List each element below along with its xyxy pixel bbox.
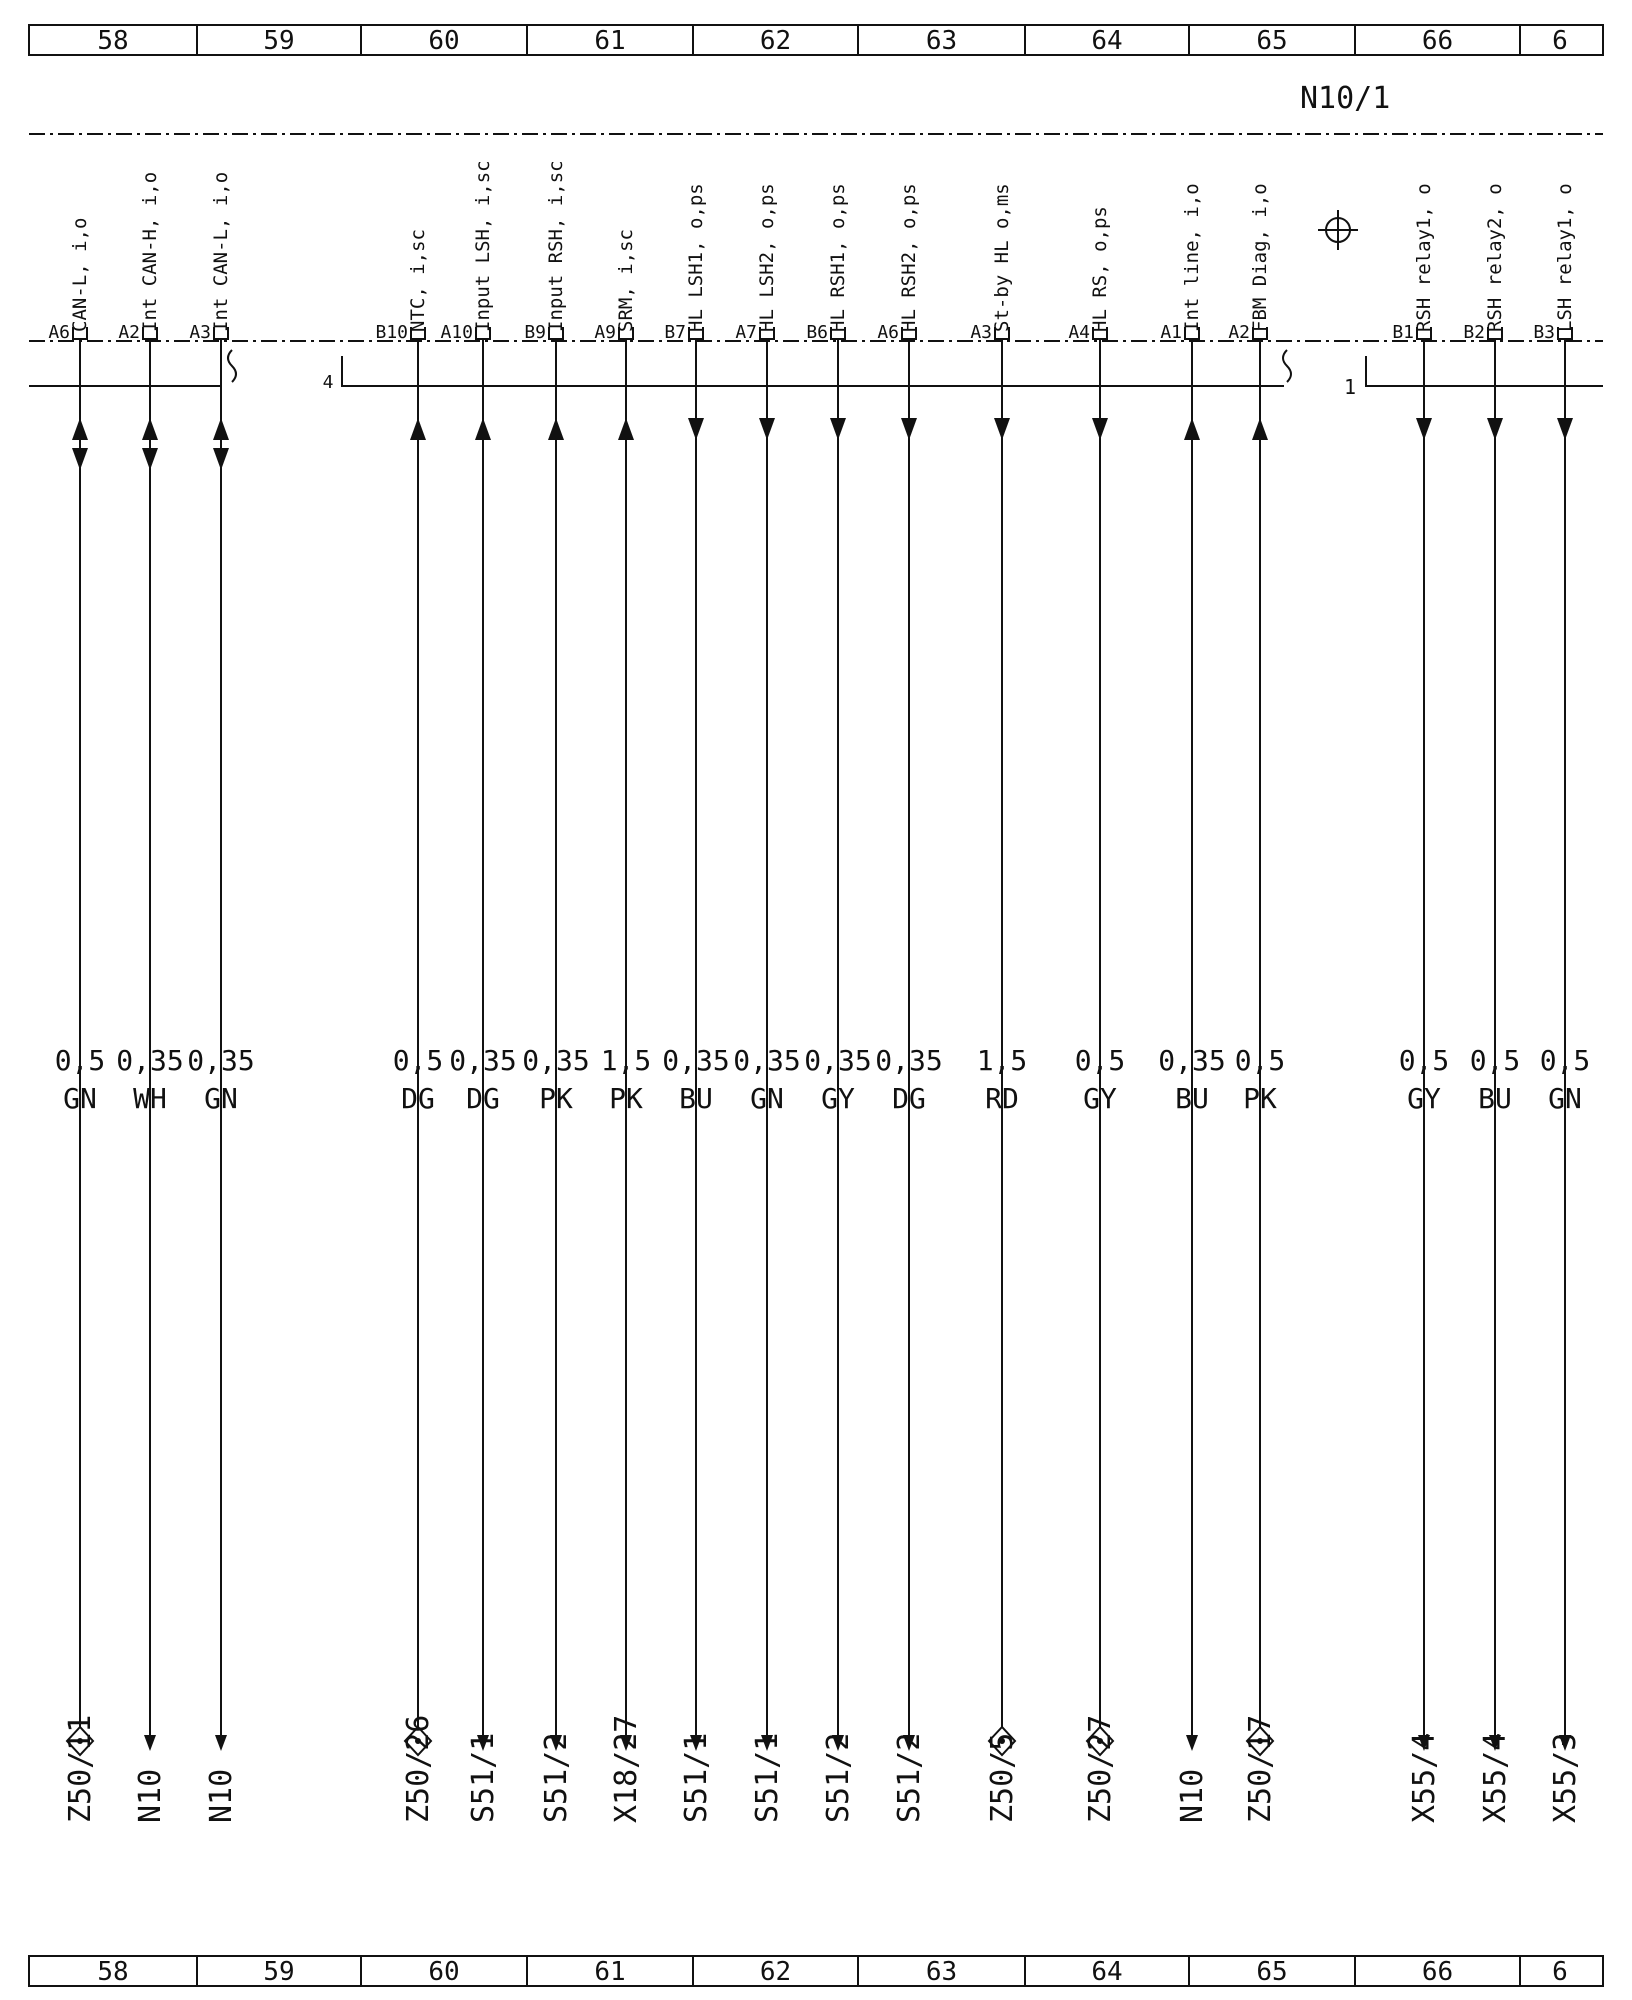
connector-bracket-block-1 bbox=[1366, 356, 1603, 386]
pin-label: A6 bbox=[877, 322, 899, 343]
arrow-down-icon bbox=[1557, 418, 1573, 440]
arrow-down-icon bbox=[213, 448, 229, 470]
column-number: 6 bbox=[1552, 26, 1568, 56]
wire-0 bbox=[48, 218, 105, 1823]
wire-color: DG bbox=[466, 1082, 500, 1115]
wire-color: GN bbox=[63, 1082, 97, 1115]
wire-color: RD bbox=[985, 1082, 1019, 1115]
destination-label: N10 bbox=[133, 1768, 168, 1823]
arrow-down-icon bbox=[830, 418, 846, 440]
wire-4 bbox=[440, 160, 516, 1823]
wire-12 bbox=[1068, 206, 1125, 1823]
wire-size: 0,35 bbox=[662, 1044, 730, 1077]
destination-label: S51/2 bbox=[892, 1732, 927, 1823]
wire-14 bbox=[1228, 183, 1285, 1823]
wire-size: 0,35 bbox=[116, 1044, 184, 1077]
wire-size: 0,35 bbox=[522, 1044, 590, 1077]
column-number: 59 bbox=[263, 26, 295, 56]
wire-size: 0,5 bbox=[1469, 1044, 1521, 1077]
destination-label: Z50/17 bbox=[1243, 1714, 1278, 1823]
signal-label: RSH relay2, o bbox=[1484, 183, 1506, 332]
destination-label: N10 bbox=[1175, 1768, 1210, 1823]
signal-label: HL LSH1, o,ps bbox=[685, 183, 707, 332]
pin-label: A2 bbox=[118, 322, 140, 343]
column-number: 64 bbox=[1091, 26, 1123, 56]
destination-label: X55/3 bbox=[1548, 1732, 1583, 1823]
arrow-up-icon bbox=[72, 418, 88, 440]
column-number: 64 bbox=[1091, 1957, 1123, 1987]
destination-label: X55/4 bbox=[1407, 1732, 1442, 1823]
destination-label: Z50/11 bbox=[63, 1714, 98, 1823]
wire-color: BU bbox=[679, 1082, 713, 1115]
destination-label: X18/27 bbox=[609, 1714, 644, 1823]
wire-size: 0,5 bbox=[392, 1044, 444, 1077]
arrow-up-icon bbox=[1252, 418, 1268, 440]
signal-label: FBM Diag, i,o bbox=[1249, 183, 1271, 332]
wire-6 bbox=[594, 229, 651, 1823]
column-number: 58 bbox=[97, 26, 129, 56]
pin-label: A2 bbox=[1228, 322, 1250, 343]
wire-color: PK bbox=[1243, 1082, 1277, 1115]
wire-color: GY bbox=[1083, 1082, 1117, 1115]
destination-label: S51/1 bbox=[750, 1732, 785, 1823]
wire-size: 0,35 bbox=[804, 1044, 872, 1077]
block-number-1: 1 bbox=[1343, 375, 1357, 399]
wire-color: GY bbox=[821, 1082, 855, 1115]
pin-label: B2 bbox=[1463, 322, 1485, 343]
wire-color: BU bbox=[1478, 1082, 1512, 1115]
destination-label: S51/1 bbox=[466, 1732, 501, 1823]
wire-size: 0,35 bbox=[733, 1044, 801, 1077]
arrow-down-icon bbox=[994, 418, 1010, 440]
connector-break-mark bbox=[228, 350, 236, 382]
arrow-up-icon bbox=[475, 418, 491, 440]
column-number: 58 bbox=[97, 1957, 129, 1987]
arrow-down-icon bbox=[72, 448, 88, 470]
destination-label: S51/1 bbox=[679, 1732, 714, 1823]
column-number: 66 bbox=[1421, 26, 1454, 56]
block-number-4: 4 bbox=[322, 372, 334, 393]
signal-label: HL LSH2, o,ps bbox=[756, 183, 778, 332]
signal-label: HL RSH1, o,ps bbox=[827, 183, 849, 332]
wire-8 bbox=[733, 183, 800, 1823]
destination-label: Z50/26 bbox=[401, 1714, 436, 1823]
arrow-down-icon bbox=[142, 448, 158, 470]
pin-label: A9 bbox=[594, 322, 616, 343]
pin-label: A4 bbox=[1068, 322, 1090, 343]
wire-11 bbox=[970, 183, 1027, 1823]
pin-label: B6 bbox=[806, 322, 828, 343]
pin-label: B9 bbox=[524, 322, 546, 343]
arrow-down-icon bbox=[759, 418, 775, 440]
column-number: 65 bbox=[1256, 26, 1288, 56]
arrow-down-icon bbox=[1092, 418, 1108, 440]
connector-break-mark bbox=[1283, 350, 1291, 382]
wire-2 bbox=[187, 172, 254, 1823]
wire-color: PK bbox=[539, 1082, 573, 1115]
wire-color: PK bbox=[609, 1082, 643, 1115]
wire-size: 0,5 bbox=[1398, 1044, 1450, 1077]
column-number: 66 bbox=[1421, 1957, 1454, 1987]
wire-color: BU bbox=[1175, 1082, 1209, 1115]
wire-color: GN bbox=[204, 1082, 238, 1115]
arrow-down-icon bbox=[901, 418, 917, 440]
wire-size: 1,5 bbox=[976, 1044, 1028, 1077]
pin-label: B10 bbox=[375, 322, 408, 343]
wire-1 bbox=[116, 172, 183, 1823]
wire-size: 0,35 bbox=[1158, 1044, 1226, 1077]
pin-label: A10 bbox=[440, 322, 473, 343]
column-number: 60 bbox=[428, 26, 460, 56]
pin-label: A3 bbox=[970, 322, 992, 343]
rotation-sensor-icon bbox=[1318, 210, 1358, 250]
column-number: 63 bbox=[925, 26, 958, 56]
arrow-up-icon bbox=[410, 418, 426, 440]
signal-label: HL RSH2, o,ps bbox=[898, 183, 920, 332]
wire-7 bbox=[662, 183, 729, 1823]
column-number: 6 bbox=[1552, 1957, 1568, 1987]
wire-10 bbox=[875, 183, 942, 1823]
column-ruler-top bbox=[29, 25, 1603, 56]
arrow-up-icon bbox=[213, 418, 229, 440]
pin-label: B3 bbox=[1533, 322, 1555, 343]
component-label: N10/1 bbox=[1300, 81, 1391, 116]
signal-label: Int CAN-L, i,o bbox=[210, 171, 232, 332]
signal-label: Int CAN-H, i,o bbox=[139, 171, 161, 332]
destination-label: S51/2 bbox=[821, 1732, 856, 1823]
column-number: 65 bbox=[1256, 1957, 1288, 1987]
arrow-up-icon bbox=[618, 418, 634, 440]
signal-label: RSH relay1, o bbox=[1413, 183, 1435, 332]
pin-label: A3 bbox=[189, 322, 211, 343]
destination-label: X55/4 bbox=[1478, 1732, 1513, 1823]
wire-size: 0,35 bbox=[875, 1044, 943, 1077]
column-number: 61 bbox=[594, 1957, 626, 1987]
arrow-down-icon bbox=[688, 418, 704, 440]
wire-color: GN bbox=[750, 1082, 784, 1115]
wire-size: 0,5 bbox=[1074, 1044, 1126, 1077]
signal-label: HL RS, o,ps bbox=[1089, 206, 1111, 332]
wires bbox=[48, 160, 1590, 1823]
pin-label: A1 bbox=[1160, 322, 1182, 343]
wire-9 bbox=[804, 183, 871, 1823]
wire-color: GN bbox=[1548, 1082, 1582, 1115]
destination-label: S51/2 bbox=[539, 1732, 574, 1823]
destination-label: N10 bbox=[204, 1768, 239, 1823]
signal-label: St-by HL o,ms bbox=[991, 183, 1013, 332]
wire-size: 0,5 bbox=[1539, 1044, 1591, 1077]
arrow-down-icon bbox=[1487, 418, 1503, 440]
signal-label: Input RSH, i,sc bbox=[545, 160, 567, 332]
signal-label: LSH relay1, o bbox=[1554, 183, 1576, 332]
signal-label: Input LSH, i,sc bbox=[472, 160, 494, 332]
wire-5 bbox=[522, 160, 589, 1823]
wire-color: GY bbox=[1407, 1082, 1441, 1115]
wire-size: 0,35 bbox=[187, 1044, 255, 1077]
destination-label: Z50/27 bbox=[1083, 1714, 1118, 1823]
signal-label: Int line, i,o bbox=[1181, 183, 1203, 332]
wire-size: 0,35 bbox=[449, 1044, 517, 1077]
wire-size: 0,5 bbox=[1234, 1044, 1286, 1077]
pin-label: A6 bbox=[48, 322, 70, 343]
wire-15 bbox=[1392, 183, 1449, 1823]
arrow-down-icon bbox=[215, 1735, 227, 1751]
pin-label: B1 bbox=[1392, 322, 1414, 343]
arrow-down-icon bbox=[1416, 418, 1432, 440]
pin-label: A7 bbox=[735, 322, 757, 343]
column-number: 61 bbox=[594, 26, 626, 56]
wire-3 bbox=[375, 229, 443, 1823]
column-number: 59 bbox=[263, 1957, 295, 1987]
pin-label: B7 bbox=[664, 322, 686, 343]
column-number: 63 bbox=[925, 1957, 958, 1987]
arrow-up-icon bbox=[548, 418, 564, 440]
column-ruler-bottom bbox=[29, 1956, 1603, 1987]
arrow-down-icon bbox=[144, 1735, 156, 1751]
wire-16 bbox=[1463, 183, 1520, 1823]
wire-17 bbox=[1533, 183, 1590, 1823]
signal-label: CAN-L, i,o bbox=[69, 217, 91, 332]
wire-size: 0,5 bbox=[54, 1044, 106, 1077]
arrow-up-icon bbox=[142, 418, 158, 440]
column-number: 60 bbox=[428, 1957, 460, 1987]
wire-color: DG bbox=[892, 1082, 926, 1115]
destination-label: Z50/5 bbox=[985, 1732, 1020, 1823]
column-number: 62 bbox=[759, 1957, 792, 1987]
signal-label: SRM, i,sc bbox=[615, 229, 637, 332]
arrow-down-icon bbox=[1186, 1735, 1198, 1751]
wire-color: DG bbox=[401, 1082, 435, 1115]
wire-size: 1,5 bbox=[600, 1044, 652, 1077]
wire-13 bbox=[1158, 183, 1225, 1823]
column-number: 62 bbox=[759, 26, 792, 56]
signal-label: NTC, i,sc bbox=[407, 229, 429, 332]
arrow-up-icon bbox=[1184, 418, 1200, 440]
wire-color: WH bbox=[133, 1082, 167, 1115]
